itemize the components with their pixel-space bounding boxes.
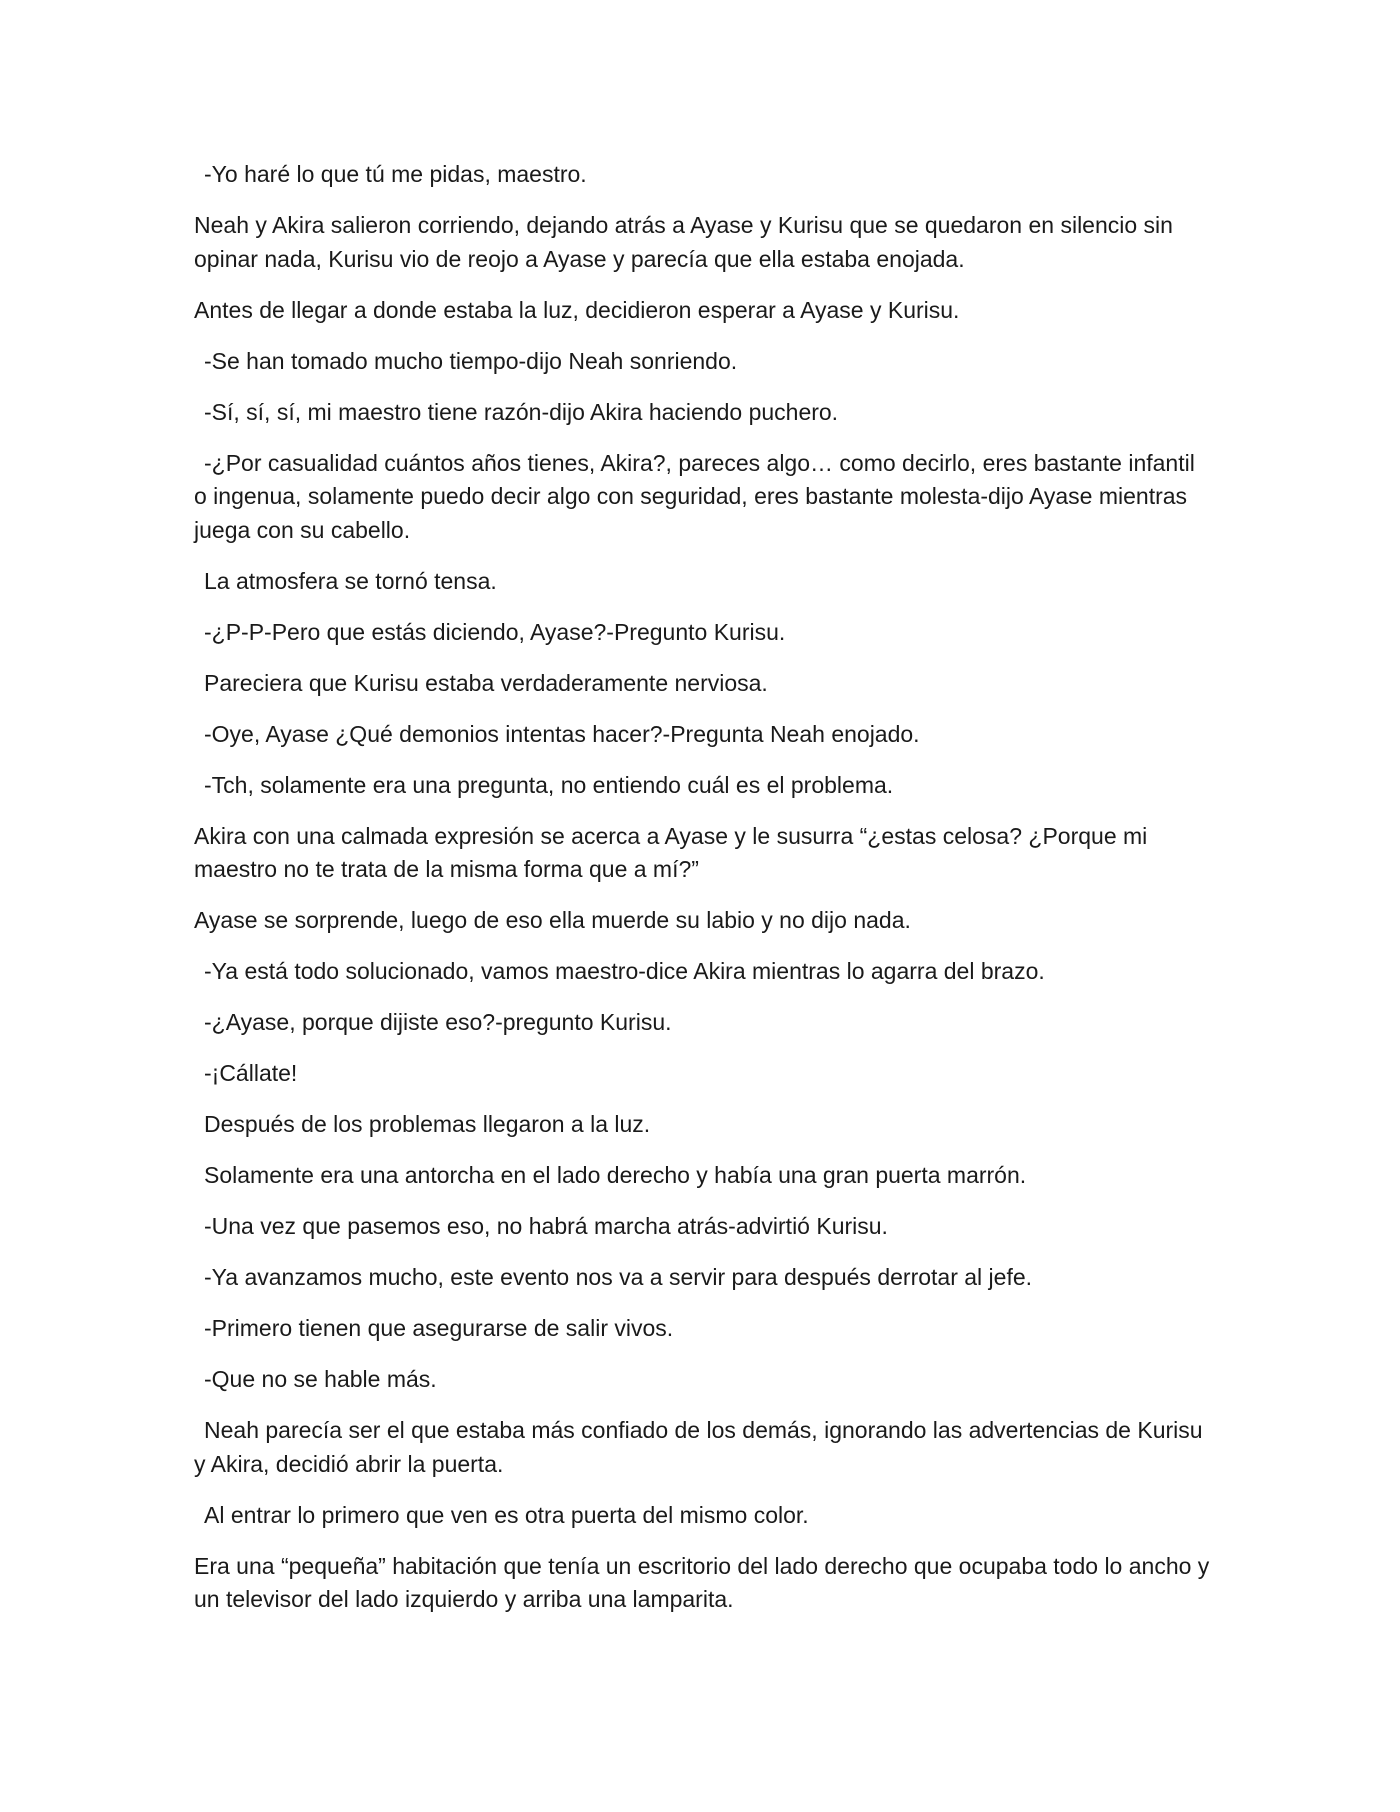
paragraph: Neah parecía ser el que estaba más confiado de los demás, ignorando las advertencias de Kurisu y Akira, decidió abrir la puerta. xyxy=(194,1417,1203,1477)
paragraph: -¿Ayase, porque dijiste eso?-pregunto Kurisu. xyxy=(204,1009,672,1035)
paragraph: Ayase se sorprende, luego de eso ella muerde su labio y no dijo nada. xyxy=(194,907,911,933)
paragraph: -Ya avanzamos mucho, este evento nos va a servir para después derrotar al jefe. xyxy=(204,1264,1033,1290)
paragraph: -Oye, Ayase ¿Qué demonios intentas hacer?-Pregunta Neah enojado. xyxy=(204,720,920,747)
paragraph: Después de los problemas llegaron a la luz. xyxy=(204,1111,651,1137)
paragraph: Al entrar lo primero que ven es otra puerta del mismo color. xyxy=(204,1501,809,1528)
paragraph: -Se han tomado mucho tiempo-dijo Neah sonriendo. xyxy=(204,347,738,374)
paragraph: -Yo haré lo que tú me pidas, maestro. xyxy=(204,161,587,187)
paragraph: Era una “pequeña” habitación que tenía un escritorio del lado derecho que ocupaba todo lo ancho y un televisor del lado izquierdo y arriba una lamparita. xyxy=(194,1552,1210,1612)
paragraph: -¿P-P-Pero que estás diciendo, Ayase?-Pregunto Kurisu. xyxy=(204,618,786,645)
paragraph: -Tch, solamente era una pregunta, no entiendo cuál es el problema. xyxy=(204,771,894,798)
paragraph: Akira con una calmada expresión se acerca a Ayase y le susurra “¿estas celosa? ¿Porque mi maestro no te trata de la misma forma que a mí?” xyxy=(194,822,1148,882)
paragraph: -Sí, sí, sí, mi maestro tiene razón-dijo Akira haciendo puchero. xyxy=(204,398,839,425)
paragraph: Antes de llegar a donde estaba la luz, decidieron esperar a Ayase y Kurisu. xyxy=(194,296,960,323)
document-body xyxy=(194,158,1212,1634)
paragraph: Neah y Akira salieron corriendo, dejando atrás a Ayase y Kurisu que se quedaron en silencio sin opinar nada, Kurisu vio de reojo a Ayase y parecía que ella estaba enojada. xyxy=(194,212,1173,272)
paragraph: Pareciera que Kurisu estaba verdaderamente nerviosa. xyxy=(204,669,768,696)
paragraph: Solamente era una antorcha en el lado derecho y había una gran puerta marrón. xyxy=(204,1162,1027,1188)
paragraph: -¡Cállate! xyxy=(204,1060,298,1086)
paragraph: -Primero tienen que asegurarse de salir vivos. xyxy=(204,1315,674,1341)
paragraph: La atmosfera se tornó tensa. xyxy=(204,567,497,594)
paragraph: -¿Por casualidad cuántos años tienes, Akira?, pareces algo… como decirlo, eres bastante infantil o ingenua, solamente puedo decir algo con seguridad, eres bastante molesta-dijo Ayase mientras juega con su cabello. xyxy=(194,449,1195,543)
paragraph: -Una vez que pasemos eso, no habrá marcha atrás-advirtió Kurisu. xyxy=(204,1213,888,1239)
paragraph: -Que no se hable más. xyxy=(204,1366,437,1392)
paragraph: -Ya está todo solucionado, vamos maestro-dice Akira mientras lo agarra del brazo. xyxy=(204,958,1045,984)
